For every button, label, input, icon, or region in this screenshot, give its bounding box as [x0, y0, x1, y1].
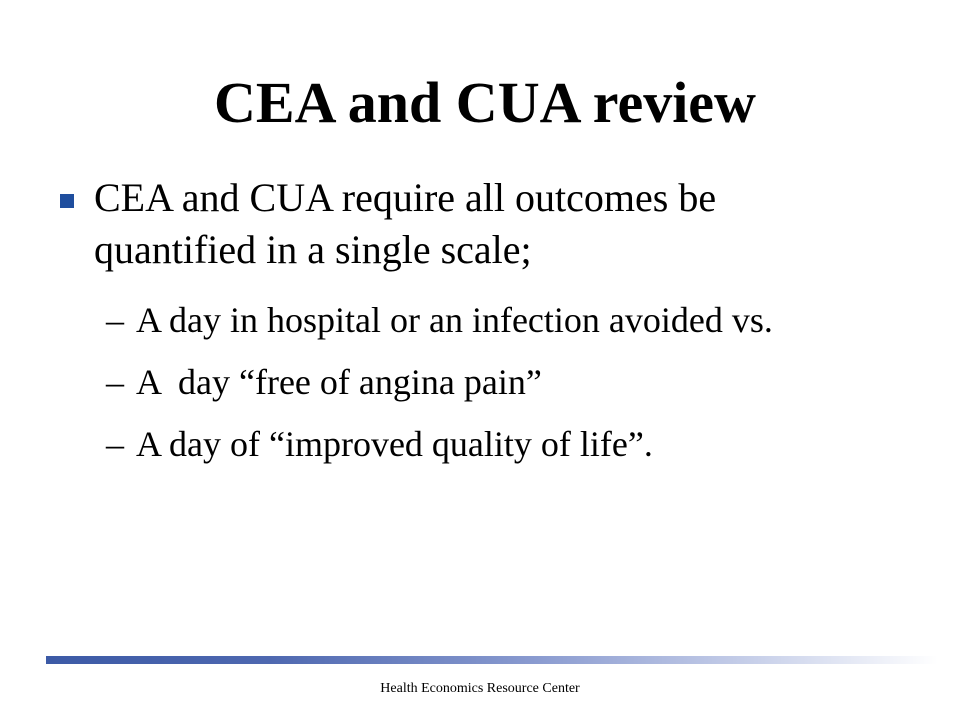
slide-title: CEA and CUA review — [214, 70, 756, 135]
dash-marker: – — [106, 300, 124, 340]
sub-item-hospital-day — [106, 298, 926, 342]
footer-divider-bar — [46, 656, 938, 664]
sub-item-text: A day of “improved quality of life”. — [136, 424, 653, 464]
sub-item-text: A day in hospital or an infection avoided vs. — [136, 300, 773, 340]
square-bullet-icon — [60, 194, 74, 208]
dash-marker: – — [106, 424, 124, 464]
dash-marker: – — [106, 362, 124, 402]
bullet-text-line-2: quantified in a single scale; — [94, 227, 532, 272]
bullet-text — [94, 172, 914, 276]
footer-text: Health Economics Resource Center — [380, 681, 580, 696]
sub-item-quality-of-life — [106, 422, 926, 466]
bullet-text-line-1: CEA and CUA require all outcomes be — [94, 175, 717, 220]
sub-item-angina-free — [106, 360, 926, 404]
sub-item-text: A day “free of angina pain” — [136, 362, 542, 402]
